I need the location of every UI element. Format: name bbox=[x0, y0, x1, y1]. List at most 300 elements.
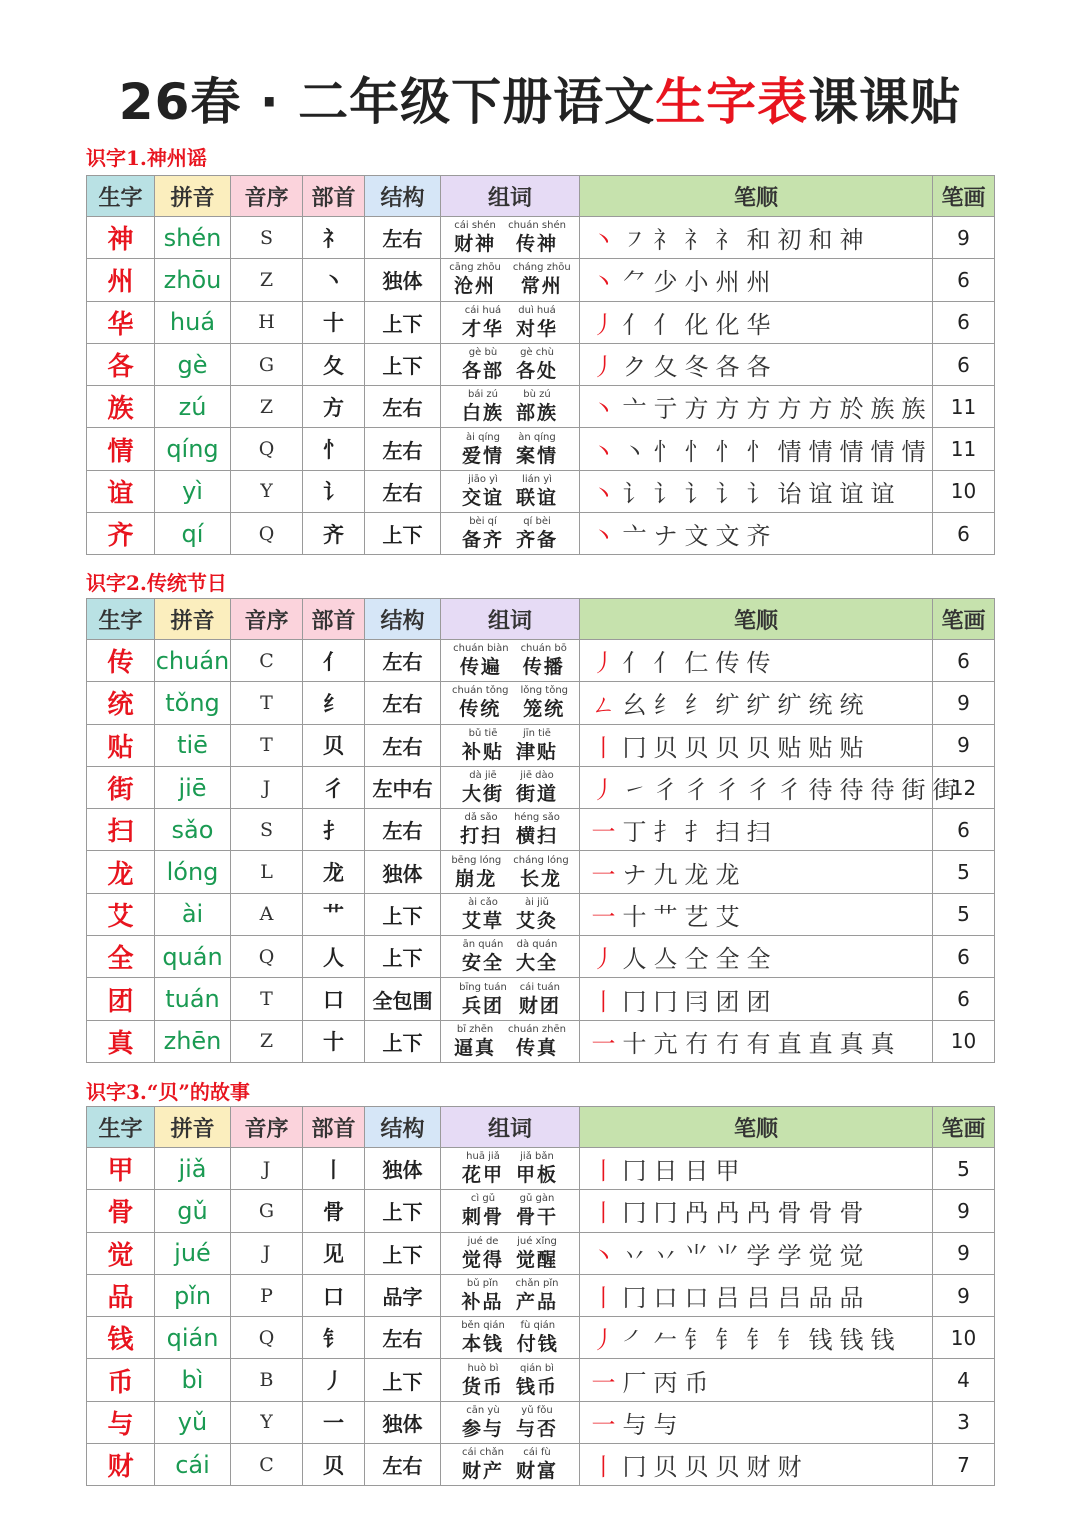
table-row bbox=[87, 936, 995, 978]
stroke-step: 待 bbox=[870, 776, 895, 805]
stroke-step: 幺 bbox=[622, 691, 647, 720]
header-order: 笔顺 bbox=[580, 599, 933, 640]
pinyin-cell: chuán bbox=[155, 640, 231, 682]
stroke-step: 龙 bbox=[684, 860, 709, 889]
stroke-step: 诒 bbox=[777, 479, 802, 508]
character-cell: 齐 bbox=[87, 513, 155, 555]
character-table bbox=[86, 175, 995, 555]
word-pinyin: cái chǎn bbox=[462, 1447, 504, 1459]
word-item bbox=[516, 729, 558, 762]
structure-cell: 独体 bbox=[365, 1148, 441, 1190]
word-pinyin: chuán shén bbox=[508, 220, 566, 232]
stroke-step: 一 bbox=[591, 1410, 616, 1439]
stroke-step: 冂 bbox=[622, 733, 647, 762]
stroke-step: 扫 bbox=[746, 818, 771, 847]
stroke-step: 与 bbox=[653, 1410, 678, 1439]
stroke-step: 𠂉 bbox=[653, 1326, 678, 1355]
stroke-step: 亻 bbox=[622, 649, 647, 678]
stroke-step: 一 bbox=[591, 1368, 616, 1397]
stroke-step: 财 bbox=[777, 1453, 802, 1482]
table-row bbox=[87, 1148, 995, 1190]
stroke-step: 传 bbox=[746, 649, 771, 678]
table-row bbox=[87, 766, 995, 808]
stroke-step: 扫 bbox=[715, 818, 740, 847]
table-row bbox=[87, 809, 995, 851]
word-chars: 财团 bbox=[518, 994, 561, 1017]
stroke-step: 丶 bbox=[591, 1241, 616, 1270]
header-words: 组词 bbox=[441, 176, 580, 217]
word-group-cell bbox=[441, 343, 580, 385]
pinyin-cell: yǔ bbox=[155, 1401, 231, 1443]
header-count: 笔画 bbox=[933, 176, 995, 217]
structure-cell: 独体 bbox=[365, 1401, 441, 1443]
stroke-step: 冃 bbox=[684, 987, 709, 1016]
stroke-step: 丨 bbox=[591, 1284, 616, 1313]
stroke-step: 方 bbox=[684, 395, 709, 424]
stroke-step: 冂 bbox=[653, 1199, 678, 1228]
stroke-step: 厂 bbox=[622, 1368, 647, 1397]
character-cell: 街 bbox=[87, 766, 155, 808]
pinyin-cell: gǔ bbox=[155, 1190, 231, 1232]
table-row bbox=[87, 1232, 995, 1274]
stroke-step: 方 bbox=[715, 395, 740, 424]
word-pinyin: jiē dào bbox=[520, 770, 554, 782]
stroke-step: 丙 bbox=[653, 1368, 678, 1397]
stroke-order-cell bbox=[580, 936, 933, 978]
structure-cell: 上下 bbox=[365, 1232, 441, 1274]
header-pinyin: 拼音 bbox=[155, 1107, 231, 1148]
phonetic-order-cell: T bbox=[231, 978, 303, 1020]
stroke-step: 丿 bbox=[591, 310, 616, 339]
stroke-step: 钱 bbox=[839, 1326, 864, 1355]
stroke-step: 口 bbox=[684, 1284, 709, 1313]
stroke-step: ナ bbox=[622, 860, 647, 889]
radical-cell: 丨 bbox=[303, 1148, 365, 1190]
word-item bbox=[462, 1448, 504, 1481]
header-order: 笔顺 bbox=[580, 176, 933, 217]
word-chars: 横扫 bbox=[515, 825, 558, 848]
title-suffix: 课课贴 bbox=[808, 73, 962, 131]
word-item bbox=[462, 306, 504, 339]
stroke-step: 团 bbox=[746, 987, 771, 1016]
stroke-order-cell bbox=[580, 1232, 933, 1274]
stroke-step: 有 bbox=[746, 1029, 771, 1058]
stroke-step: 贝 bbox=[653, 1453, 678, 1482]
table-row bbox=[87, 217, 995, 259]
word-group-cell bbox=[441, 978, 580, 1020]
stroke-step: 冎 bbox=[684, 1199, 709, 1228]
stroke-step: 方 bbox=[777, 395, 802, 424]
table-row bbox=[87, 470, 995, 512]
stroke-step: 贴 bbox=[777, 733, 802, 762]
stroke-count-cell: 6 bbox=[933, 513, 995, 555]
stroke-step: 传 bbox=[715, 649, 740, 678]
character-cell: 扫 bbox=[87, 809, 155, 851]
stroke-count-cell: 12 bbox=[933, 766, 995, 808]
stroke-order-cell bbox=[580, 682, 933, 724]
stroke-step: 谊 bbox=[808, 479, 833, 508]
stroke-step: 礻 bbox=[684, 226, 709, 255]
stroke-step: 街 bbox=[932, 776, 957, 805]
word-pinyin: chuán biàn bbox=[453, 643, 509, 655]
table-row bbox=[87, 259, 995, 301]
word-pinyin: chuán zhēn bbox=[508, 1023, 566, 1035]
character-cell: 神 bbox=[87, 217, 155, 259]
header-words: 组词 bbox=[441, 1107, 580, 1148]
stroke-count-cell: 6 bbox=[933, 640, 995, 682]
word-item bbox=[516, 1279, 559, 1312]
stroke-step: ㇇ bbox=[622, 226, 647, 255]
word-item bbox=[519, 983, 561, 1016]
word-pinyin: cān yù bbox=[466, 1404, 500, 1416]
word-item bbox=[516, 1406, 558, 1439]
stroke-order-cell bbox=[580, 259, 933, 301]
stroke-step: 丨 bbox=[591, 1453, 616, 1482]
word-group-cell bbox=[441, 470, 580, 512]
word-item bbox=[516, 771, 558, 804]
word-item bbox=[462, 898, 504, 931]
word-item bbox=[516, 475, 558, 508]
word-pinyin: fù qián bbox=[520, 1320, 556, 1332]
stroke-step: 讠 bbox=[653, 479, 678, 508]
stroke-step: 街 bbox=[901, 776, 926, 805]
stroke-step: 齐 bbox=[746, 522, 771, 551]
table-row bbox=[87, 1274, 995, 1316]
stroke-step: 各 bbox=[715, 353, 740, 382]
stroke-step: 日 bbox=[653, 1157, 678, 1186]
stroke-step: 学 bbox=[777, 1241, 802, 1270]
stroke-step: 吕 bbox=[777, 1284, 802, 1313]
structure-cell: 上下 bbox=[365, 1359, 441, 1401]
stroke-step: 直 bbox=[808, 1029, 833, 1058]
stroke-step: 亢 bbox=[653, 1029, 678, 1058]
table-row bbox=[87, 682, 995, 724]
word-chars: 沧州 bbox=[454, 275, 497, 298]
word-item bbox=[462, 771, 504, 804]
word-chars: 打扫 bbox=[460, 825, 503, 848]
word-group-cell bbox=[441, 1317, 580, 1359]
word-pinyin: chǎn pǐn bbox=[515, 1278, 559, 1290]
stroke-count-cell: 5 bbox=[933, 851, 995, 893]
word-item bbox=[462, 475, 504, 508]
stroke-step: 钅 bbox=[715, 1326, 740, 1355]
stroke-step: 扌 bbox=[684, 818, 709, 847]
stroke-order-cell bbox=[580, 1444, 933, 1486]
header-char: 生字 bbox=[87, 599, 155, 640]
structure-cell: 左右 bbox=[365, 1317, 441, 1359]
table-row bbox=[87, 893, 995, 935]
stroke-step: 一 bbox=[591, 902, 616, 931]
word-pinyin: bǔ tiē bbox=[468, 727, 498, 739]
header-radical: 部首 bbox=[303, 176, 365, 217]
stroke-step: 纩 bbox=[746, 691, 771, 720]
word-chars: 钱币 bbox=[516, 1375, 559, 1398]
radical-cell: 丿 bbox=[303, 1359, 365, 1401]
word-group-cell bbox=[441, 513, 580, 555]
structure-cell: 全包围 bbox=[365, 978, 441, 1020]
stroke-step: 华 bbox=[746, 310, 771, 339]
stroke-order-cell bbox=[580, 343, 933, 385]
lesson-label: 识字2.传统节日 bbox=[86, 571, 227, 595]
stroke-step: 讠 bbox=[622, 479, 647, 508]
stroke-order-cell bbox=[580, 470, 933, 512]
word-item bbox=[461, 1321, 505, 1354]
table-row bbox=[87, 1444, 995, 1486]
stroke-step: 情 bbox=[808, 437, 833, 466]
character-cell: 财 bbox=[87, 1444, 155, 1486]
title-main: 26春 · 二年级下册语文 bbox=[118, 73, 656, 131]
character-cell: 钱 bbox=[87, 1317, 155, 1359]
stroke-step: 丶 bbox=[591, 522, 616, 551]
stroke-step: 纟 bbox=[684, 691, 709, 720]
stroke-order-cell bbox=[580, 809, 933, 851]
character-table bbox=[86, 598, 995, 1063]
stroke-step: 丨 bbox=[591, 1199, 616, 1228]
word-pinyin: dà jiē bbox=[469, 770, 497, 782]
pinyin-cell: shén bbox=[155, 217, 231, 259]
pinyin-cell: huá bbox=[155, 301, 231, 343]
word-pinyin: ān quán bbox=[462, 939, 504, 951]
stroke-count-cell: 6 bbox=[933, 343, 995, 385]
word-pinyin: gè bù bbox=[468, 347, 498, 359]
stroke-step: 艾 bbox=[715, 902, 740, 931]
phonetic-order-cell: Z bbox=[231, 386, 303, 428]
word-pinyin: lǒng tǒng bbox=[520, 685, 569, 697]
word-item bbox=[453, 644, 508, 677]
stroke-step: 冂 bbox=[622, 1453, 647, 1482]
word-chars: 传遍 bbox=[459, 656, 502, 679]
stroke-step: 丨 bbox=[591, 733, 616, 762]
word-group-cell bbox=[441, 259, 580, 301]
stroke-step: 讠 bbox=[684, 479, 709, 508]
table-row bbox=[87, 1020, 995, 1062]
header-row bbox=[87, 599, 995, 640]
stroke-step: 吕 bbox=[715, 1284, 740, 1313]
word-item bbox=[462, 390, 504, 423]
stroke-step: 真 bbox=[839, 1029, 864, 1058]
word-group-cell bbox=[441, 724, 580, 766]
pinyin-cell: pǐn bbox=[155, 1274, 231, 1316]
word-chars: 付钱 bbox=[516, 1333, 559, 1356]
stroke-order-cell bbox=[580, 1274, 933, 1316]
radical-cell: 忄 bbox=[303, 428, 365, 470]
stroke-order-cell bbox=[580, 1190, 933, 1232]
phonetic-order-cell: H bbox=[231, 301, 303, 343]
word-pinyin: dà quán bbox=[516, 939, 558, 951]
word-chars: 对华 bbox=[516, 317, 559, 340]
header-radical: 部首 bbox=[303, 599, 365, 640]
word-pinyin: cāng zhōu bbox=[449, 262, 501, 274]
pinyin-cell: jiǎ bbox=[155, 1148, 231, 1190]
word-item bbox=[508, 221, 566, 254]
stroke-step: 亻 bbox=[653, 310, 678, 339]
word-group-cell bbox=[441, 809, 580, 851]
phonetic-order-cell: T bbox=[231, 724, 303, 766]
word-pinyin: bīng tuán bbox=[459, 981, 507, 993]
stroke-step: 州 bbox=[746, 268, 771, 297]
word-item bbox=[462, 1237, 504, 1270]
stroke-count-cell: 9 bbox=[933, 1190, 995, 1232]
stroke-step: 彳 bbox=[684, 776, 709, 805]
word-pinyin: bù zú bbox=[523, 389, 551, 401]
phonetic-order-cell: Z bbox=[231, 1020, 303, 1062]
stroke-step: 亻 bbox=[653, 649, 678, 678]
stroke-step: 小 bbox=[684, 268, 709, 297]
stroke-step: 丷 bbox=[622, 1241, 647, 1270]
radical-cell: 彳 bbox=[303, 766, 365, 808]
stroke-order-cell bbox=[580, 978, 933, 1020]
radical-cell: 一 bbox=[303, 1401, 365, 1443]
radical-cell: 艹 bbox=[303, 893, 365, 935]
stroke-step: 和 bbox=[808, 226, 833, 255]
table-row bbox=[87, 640, 995, 682]
header-row bbox=[87, 1107, 995, 1148]
word-item bbox=[462, 940, 504, 973]
stroke-step: 丿 bbox=[591, 945, 616, 974]
stroke-step: 彳 bbox=[715, 776, 740, 805]
stroke-step: 忄 bbox=[746, 437, 771, 466]
pinyin-cell: bì bbox=[155, 1359, 231, 1401]
stroke-step: 待 bbox=[808, 776, 833, 805]
word-item bbox=[454, 221, 496, 254]
word-chars: 备齐 bbox=[461, 529, 504, 552]
phonetic-order-cell: Q bbox=[231, 1317, 303, 1359]
word-item bbox=[459, 983, 507, 1016]
word-chars: 交谊 bbox=[461, 486, 504, 509]
word-item bbox=[460, 813, 502, 846]
character-cell: 各 bbox=[87, 343, 155, 385]
stroke-step: 情 bbox=[870, 437, 895, 466]
word-chars: 大全 bbox=[516, 952, 559, 975]
stroke-step: 情 bbox=[901, 437, 926, 466]
word-pinyin: běn qián bbox=[461, 1320, 505, 1332]
stroke-step: 丶 bbox=[591, 226, 616, 255]
stroke-step: 一 bbox=[591, 818, 616, 847]
word-pinyin: gè chù bbox=[520, 347, 554, 359]
table-row bbox=[87, 1359, 995, 1401]
stroke-order-cell bbox=[580, 513, 933, 555]
stroke-step: 全 bbox=[715, 945, 740, 974]
header-radical: 部首 bbox=[303, 1107, 365, 1148]
header-structure: 结构 bbox=[365, 599, 441, 640]
radical-cell: 骨 bbox=[303, 1190, 365, 1232]
lesson-label: 识字1.神州谣 bbox=[86, 146, 207, 170]
stroke-step: 讠 bbox=[715, 479, 740, 508]
structure-cell: 左右 bbox=[365, 640, 441, 682]
word-item bbox=[513, 263, 571, 296]
table-row bbox=[87, 513, 995, 555]
stroke-step: 仝 bbox=[684, 945, 709, 974]
stroke-step: 忄 bbox=[653, 437, 678, 466]
word-chars: 花甲 bbox=[461, 1164, 504, 1187]
stroke-order-cell bbox=[580, 1359, 933, 1401]
phonetic-order-cell: A bbox=[231, 893, 303, 935]
structure-cell: 品字 bbox=[365, 1274, 441, 1316]
stroke-step: 彳 bbox=[746, 776, 771, 805]
stroke-step: 钅 bbox=[684, 1326, 709, 1355]
stroke-step: 贝 bbox=[715, 733, 740, 762]
character-cell: 品 bbox=[87, 1274, 155, 1316]
stroke-order-cell bbox=[580, 893, 933, 935]
character-cell: 币 bbox=[87, 1359, 155, 1401]
stroke-step: 纟 bbox=[653, 691, 678, 720]
word-item bbox=[514, 813, 560, 846]
stroke-step: 品 bbox=[808, 1284, 833, 1313]
word-pinyin: jīn tiē bbox=[523, 727, 551, 739]
lesson-label: 识字3.“贝”的故事 bbox=[86, 1080, 250, 1104]
word-pinyin: duì huá bbox=[518, 304, 556, 316]
word-chars: 甲板 bbox=[516, 1164, 559, 1187]
word-pinyin: àn qíng bbox=[518, 431, 556, 443]
word-pinyin: bǔ pǐn bbox=[466, 1278, 499, 1290]
stroke-step: 族 bbox=[901, 395, 926, 424]
stroke-count-cell: 9 bbox=[933, 724, 995, 766]
stroke-step: 情 bbox=[777, 437, 802, 466]
stroke-order-cell bbox=[580, 1148, 933, 1190]
stroke-step: 扌 bbox=[653, 818, 678, 847]
title-highlight: 生字表 bbox=[655, 73, 809, 131]
character-cell: 与 bbox=[87, 1401, 155, 1443]
stroke-step: 冎 bbox=[715, 1199, 740, 1228]
word-group-cell bbox=[441, 1020, 580, 1062]
stroke-step: 学 bbox=[746, 1241, 771, 1270]
word-item bbox=[516, 1194, 558, 1227]
word-pinyin: lián yì bbox=[522, 473, 552, 485]
stroke-step: 九 bbox=[653, 860, 678, 889]
structure-cell: 左右 bbox=[365, 1444, 441, 1486]
pinyin-cell: jiē bbox=[155, 766, 231, 808]
stroke-step: 觉 bbox=[839, 1241, 864, 1270]
phonetic-order-cell: C bbox=[231, 640, 303, 682]
stroke-order-cell bbox=[580, 217, 933, 259]
radical-cell: 人 bbox=[303, 936, 365, 978]
structure-cell: 上下 bbox=[365, 1190, 441, 1232]
pinyin-cell: lóng bbox=[155, 851, 231, 893]
stroke-step: 贝 bbox=[746, 733, 771, 762]
pinyin-cell: quán bbox=[155, 936, 231, 978]
word-group-cell bbox=[441, 1444, 580, 1486]
word-item bbox=[516, 390, 558, 423]
word-chars: 骨干 bbox=[516, 1206, 559, 1229]
word-chars: 传真 bbox=[515, 1036, 558, 1059]
word-group-cell bbox=[441, 301, 580, 343]
stroke-step: 初 bbox=[777, 226, 802, 255]
stroke-step: 冂 bbox=[622, 987, 647, 1016]
header-words: 组词 bbox=[441, 599, 580, 640]
stroke-order-cell bbox=[580, 301, 933, 343]
stroke-count-cell: 6 bbox=[933, 301, 995, 343]
word-pinyin: chuán bō bbox=[520, 643, 567, 655]
stroke-step: 艺 bbox=[684, 902, 709, 931]
stroke-step: 丶 bbox=[591, 268, 616, 297]
pinyin-cell: ài bbox=[155, 893, 231, 935]
stroke-step: 文 bbox=[684, 522, 709, 551]
word-chars: 传神 bbox=[516, 233, 559, 256]
stroke-order-cell bbox=[580, 1020, 933, 1062]
phonetic-order-cell: P bbox=[231, 1274, 303, 1316]
stroke-step: ⺈ bbox=[622, 268, 647, 297]
structure-cell: 左右 bbox=[365, 470, 441, 512]
stroke-step: 统 bbox=[839, 691, 864, 720]
stroke-step: 冂 bbox=[653, 987, 678, 1016]
stroke-step: 十 bbox=[622, 902, 647, 931]
stroke-step: 贝 bbox=[684, 1453, 709, 1482]
header-structure: 结构 bbox=[365, 1107, 441, 1148]
table-row bbox=[87, 724, 995, 766]
structure-cell: 左中右 bbox=[365, 766, 441, 808]
phonetic-order-cell: J bbox=[231, 1232, 303, 1274]
character-cell: 族 bbox=[87, 386, 155, 428]
